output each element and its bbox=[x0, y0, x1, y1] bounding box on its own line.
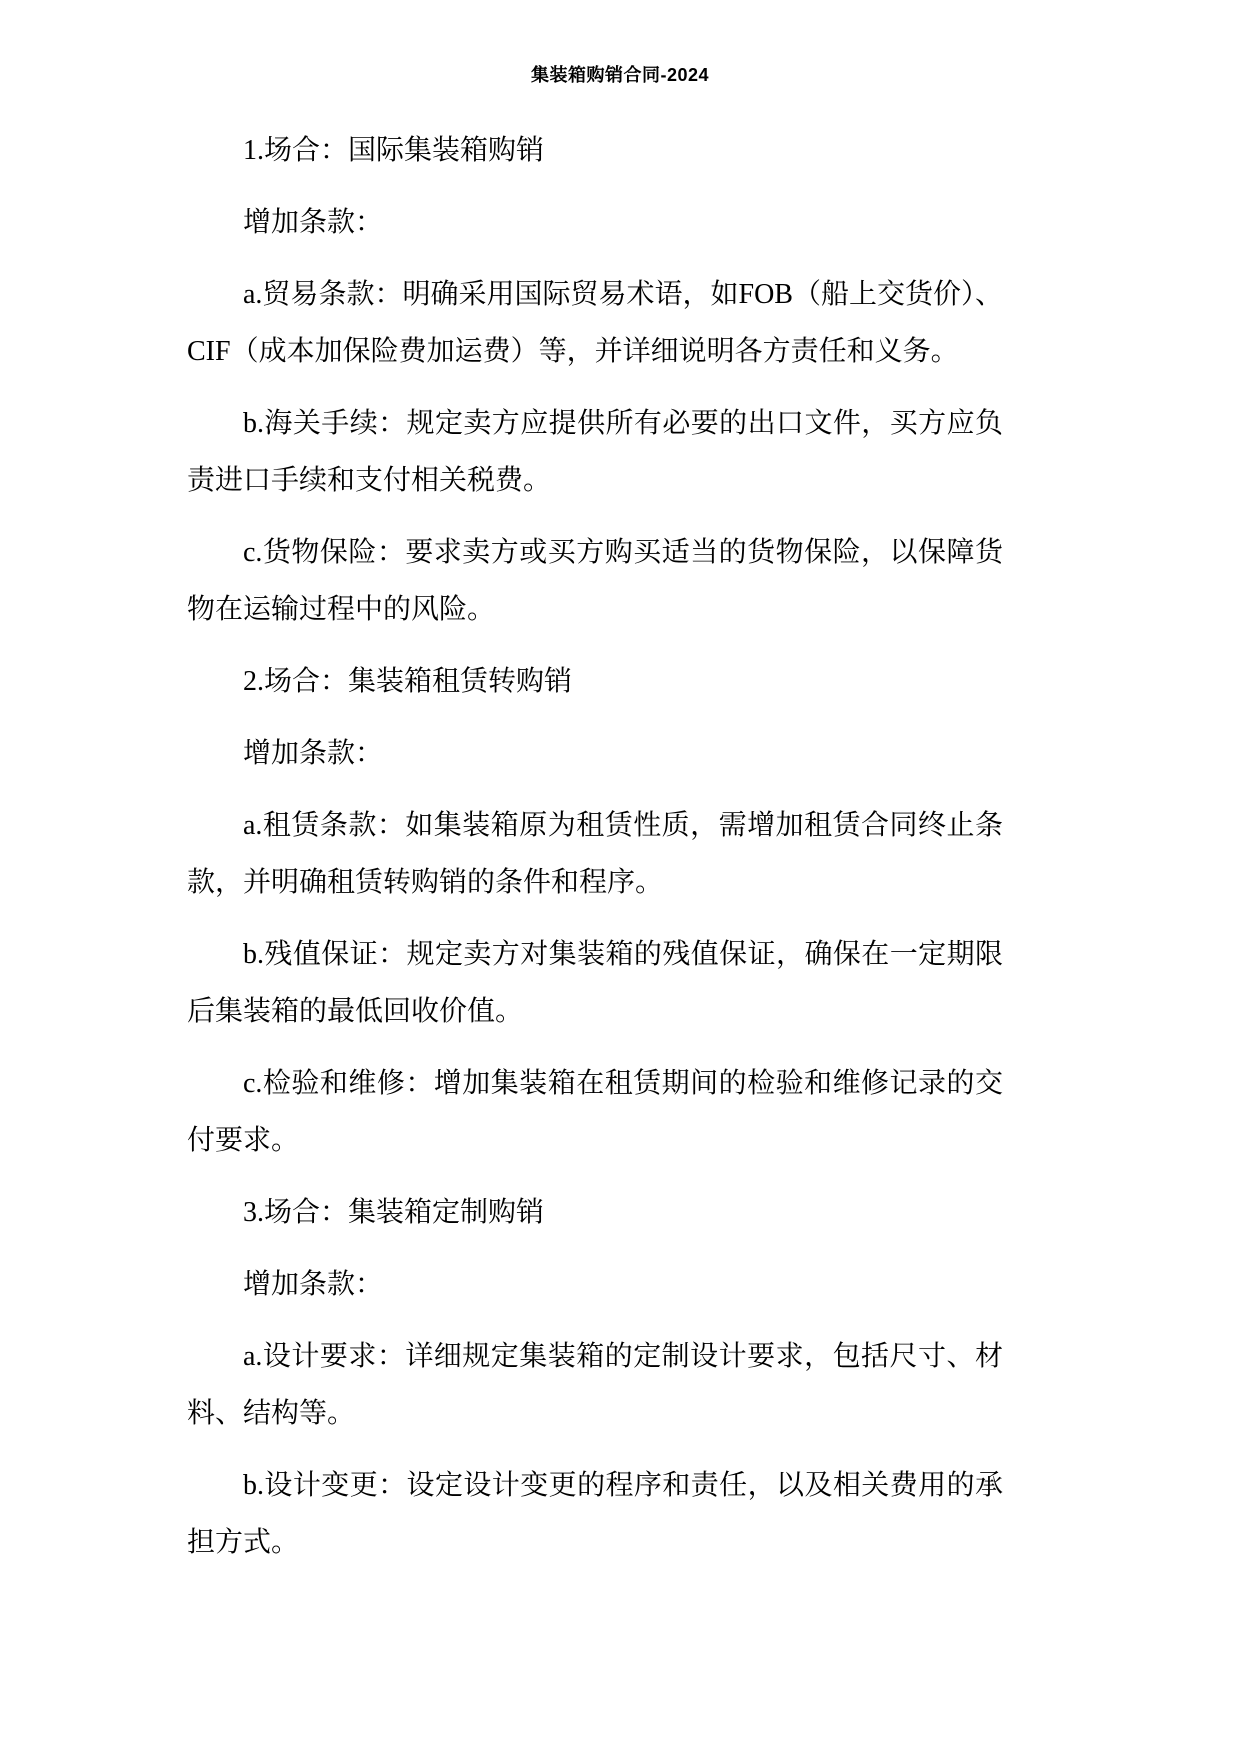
text-line: 增加条款： bbox=[243, 738, 384, 769]
text-line: b.海关手续：规定卖方应提供所有必要的出口文件，买方应负 bbox=[243, 408, 1003, 439]
text-line: 增加条款： bbox=[243, 1269, 384, 1300]
text-line: 担方式。 bbox=[187, 1527, 300, 1558]
text-line: a.贸易条款：明确采用国际贸易术语，如FOB（船上交货价）、 bbox=[243, 279, 1003, 310]
text-line: c.货物保险：要求卖方或买方购买适当的货物保险，以保障货 bbox=[243, 537, 1003, 568]
paragraph bbox=[187, 1328, 1003, 1442]
text-line: a.租赁条款：如集装箱原为租赁性质，需增加租赁合同终止条 bbox=[243, 810, 1003, 841]
text-line: CIF（成本加保险费加运费）等，并详细说明各方责任和义务。 bbox=[187, 336, 959, 367]
paragraph bbox=[187, 653, 1003, 710]
paragraph bbox=[187, 395, 1003, 509]
text-line: 增加条款： bbox=[243, 207, 384, 238]
document-title: 集装箱购销合同-2024 bbox=[530, 65, 710, 85]
paragraph bbox=[187, 797, 1003, 911]
text-line: c.检验和维修：增加集装箱在租赁期间的检验和维修记录的交 bbox=[243, 1068, 1003, 1099]
paragraph bbox=[187, 725, 1003, 782]
text-line: b.残值保证：规定卖方对集装箱的残值保证，确保在一定期限 bbox=[243, 939, 1003, 970]
text-line: 责进口手续和支付相关税费。 bbox=[187, 465, 552, 496]
text-line: 3.场合：集装箱定制购销 bbox=[243, 1197, 545, 1228]
text-line: 款，并明确租赁转购销的条件和程序。 bbox=[187, 867, 664, 898]
document-body bbox=[187, 122, 1003, 1571]
text-line: 1.场合：国际集装箱购销 bbox=[243, 135, 545, 166]
text-line: 付要求。 bbox=[187, 1125, 300, 1156]
paragraph bbox=[187, 122, 1003, 179]
paragraph bbox=[187, 524, 1003, 638]
text-line: 物在运输过程中的风险。 bbox=[187, 594, 496, 625]
text-line: a.设计要求：详细规定集装箱的定制设计要求，包括尺寸、材 bbox=[243, 1341, 1003, 1372]
text-line: 2.场合：集装箱租赁转购销 bbox=[243, 666, 573, 697]
paragraph bbox=[187, 1184, 1003, 1241]
paragraph bbox=[187, 926, 1003, 1040]
text-line: b.设计变更：设定设计变更的程序和责任，以及相关费用的承 bbox=[243, 1470, 1003, 1501]
text-line: 料、结构等。 bbox=[187, 1398, 356, 1429]
paragraph bbox=[187, 1055, 1003, 1169]
text-line: 后集装箱的最低回收价值。 bbox=[187, 996, 524, 1027]
paragraph bbox=[187, 266, 1003, 380]
paragraph bbox=[187, 1457, 1003, 1571]
paragraph bbox=[187, 194, 1003, 251]
paragraph bbox=[187, 1256, 1003, 1313]
